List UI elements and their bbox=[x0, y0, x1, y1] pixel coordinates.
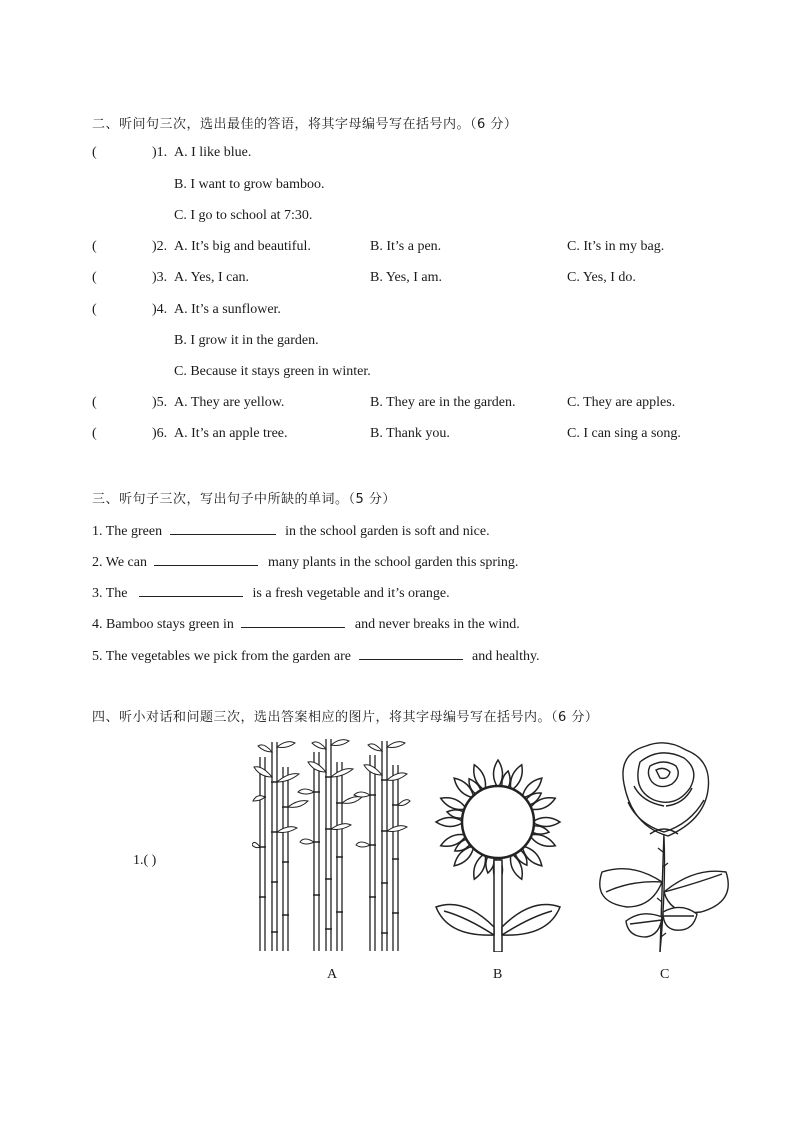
option-c: C. They are apples. bbox=[567, 395, 676, 410]
answer-paren-open: ( bbox=[92, 426, 97, 441]
option-c: C. I go to school at 7:30. bbox=[174, 208, 313, 223]
sentence-start: 4. Bamboo stays green in bbox=[92, 617, 238, 632]
answer-blank[interactable] bbox=[170, 520, 276, 535]
fill-in-sentence bbox=[92, 645, 540, 665]
option-c: C. Because it stays green in winter. bbox=[174, 364, 371, 379]
answer-paren-open: ( bbox=[92, 145, 97, 160]
sentence-end: in the school garden is soft and nice. bbox=[285, 524, 490, 539]
option-c: C. I can sing a song. bbox=[567, 426, 681, 441]
sentence-end: many plants in the school garden this spring. bbox=[267, 555, 519, 570]
section4-title: 四、听小对话和问题三次，选出答案相应的图片，将其字母编号写在括号内。（6 分） bbox=[92, 710, 599, 725]
answer-paren-open: ( bbox=[92, 395, 97, 410]
section2-title: 二、听问句三次，选出最佳的答语，将其字母编号写在括号内。（6 分） bbox=[92, 117, 518, 132]
option-a: A. It’s an apple tree. bbox=[174, 426, 288, 441]
answer-paren-open: ( bbox=[92, 270, 97, 285]
option-a: A. They are yellow. bbox=[174, 395, 285, 410]
rose-icon bbox=[588, 742, 740, 952]
question-number: )1. bbox=[152, 145, 168, 160]
option-b: B. I want to grow bamboo. bbox=[174, 177, 325, 192]
option-a: A. Yes, I can. bbox=[174, 270, 250, 285]
question-number: )3. bbox=[152, 270, 168, 285]
answer-blank[interactable] bbox=[139, 582, 243, 597]
fill-in-sentence bbox=[92, 520, 490, 540]
option-b: B. Thank you. bbox=[370, 426, 450, 441]
option-b: B. It’s a pen. bbox=[370, 239, 442, 254]
sentence-end: and never breaks in the wind. bbox=[354, 617, 520, 632]
picture-letter-b: B bbox=[493, 967, 503, 982]
question-number: )2. bbox=[152, 239, 168, 254]
sentence-start: 1. The green bbox=[92, 524, 166, 539]
option-c: C. It’s in my bag. bbox=[567, 239, 665, 254]
picture-letter-a: A bbox=[327, 967, 338, 982]
sentence-start: 5. The vegetables we pick from the garden are bbox=[92, 649, 355, 664]
answer-blank[interactable] bbox=[154, 551, 258, 566]
option-b: B. They are in the garden. bbox=[370, 395, 516, 410]
answer-blank[interactable] bbox=[359, 645, 463, 660]
fill-in-sentence bbox=[92, 551, 518, 571]
fill-in-sentence bbox=[92, 613, 520, 633]
option-a: A. I like blue. bbox=[174, 145, 252, 160]
option-a: A. It’s big and beautiful. bbox=[174, 239, 311, 254]
sentence-end: is a fresh vegetable and it’s orange. bbox=[252, 586, 450, 601]
option-b: B. Yes, I am. bbox=[370, 270, 442, 285]
option-b: B. I grow it in the garden. bbox=[174, 333, 319, 348]
sunflower-icon bbox=[423, 742, 573, 952]
option-a: A. It’s a sunflower. bbox=[174, 302, 281, 317]
question-number: )6. bbox=[152, 426, 168, 441]
fill-in-sentence bbox=[92, 582, 450, 602]
section3-title: 三、听句子三次，写出句子中所缺的单词。（5 分） bbox=[92, 492, 396, 507]
sentence-start: 3. The bbox=[92, 586, 132, 601]
picture-letter-c: C bbox=[660, 967, 670, 982]
bamboo-icon bbox=[252, 737, 412, 952]
answer-blank[interactable] bbox=[241, 613, 345, 628]
answer-paren-open: ( bbox=[92, 302, 97, 317]
picture-question-label: 1.( ) bbox=[133, 853, 157, 868]
option-c: C. Yes, I do. bbox=[567, 270, 636, 285]
answer-paren-open: ( bbox=[92, 239, 97, 254]
question-number: )4. bbox=[152, 302, 168, 317]
sentence-end: and healthy. bbox=[472, 649, 540, 664]
question-number: )5. bbox=[152, 395, 168, 410]
sentence-start: 2. We can bbox=[92, 555, 151, 570]
